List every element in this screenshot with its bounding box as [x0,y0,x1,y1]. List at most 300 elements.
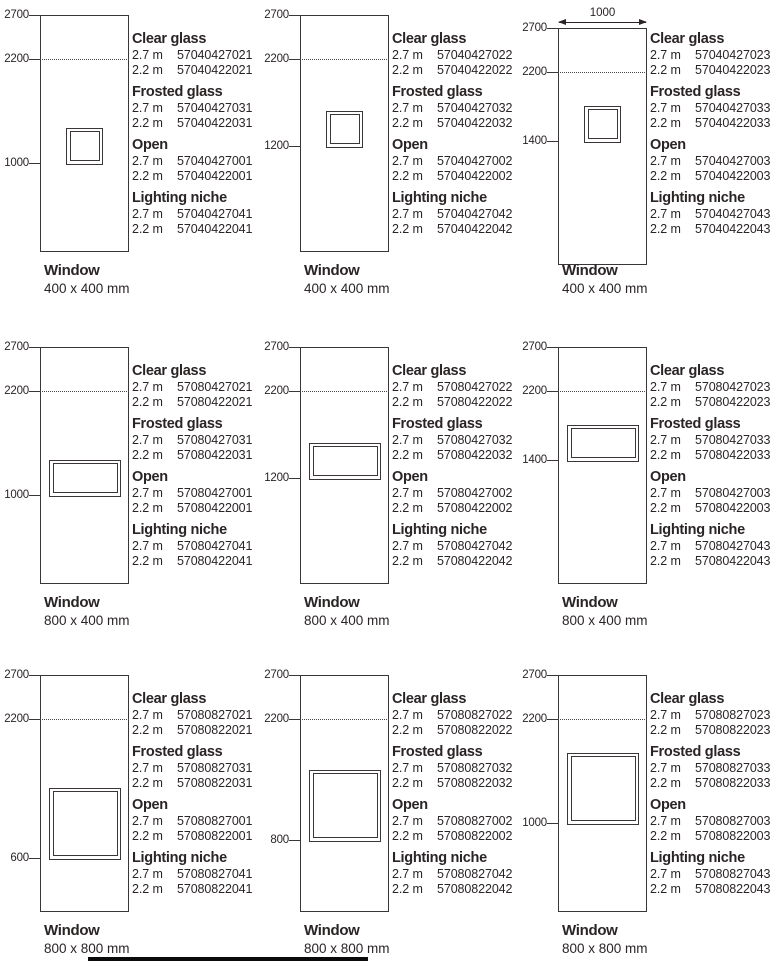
height-label: 2.2 m [392,222,423,236]
caption-size: 800 x 800 mm [304,941,390,956]
height-label: 2.7 m [650,867,681,881]
height-label: 2.7 m [132,814,163,828]
section-label: Clear glass [392,691,467,707]
height-label: 2.7 m [650,433,681,447]
code-row [132,48,258,63]
dim-mid-label: 2200 [522,66,547,78]
caption-size: 400 x 400 mm [304,281,390,296]
code-section [132,522,258,569]
height-label: 2.7 m [132,761,163,775]
window-opening [66,128,103,165]
caption-title: Window [562,594,618,611]
height-label: 2.2 m [650,169,681,183]
height-label: 2.7 m [132,433,163,447]
code-row [392,154,518,169]
code-row [650,776,776,791]
article-code: 57040422032 [437,116,513,130]
height-label: 2.2 m [132,501,163,515]
article-code: 57080827041 [177,867,253,881]
code-row [132,814,258,829]
section-label: Open [392,137,428,153]
article-code: 57040427022 [437,48,513,62]
height-label: 2.7 m [392,207,423,221]
codes-block [132,363,258,569]
window-opening [309,443,381,480]
article-code: 57040427023 [695,48,771,62]
code-row [132,395,258,410]
height-label: 2.7 m [132,380,163,394]
article-code: 57080827001 [177,814,253,828]
article-code: 57080822003 [695,829,771,843]
height-label: 2.2 m [132,829,163,843]
code-row [650,539,776,554]
article-code: 57080427041 [177,539,253,553]
arrowhead-right-icon [639,19,647,25]
dim-tick [547,719,558,720]
code-section [132,469,258,516]
section-label: Clear glass [392,31,467,47]
dim-tick [29,495,40,496]
article-code: 57080822042 [437,882,513,896]
section-label: Lighting niche [650,190,745,206]
code-section [132,416,258,463]
article-code: 57040427041 [177,207,253,221]
code-section [392,84,518,131]
article-code: 57080822043 [695,882,771,896]
dim-tick [29,347,40,348]
article-code: 57040427031 [177,101,253,115]
height-label: 2.7 m [132,101,163,115]
code-row [392,776,518,791]
code-row [392,222,518,237]
section-label: Lighting niche [392,850,487,866]
code-row [650,882,776,897]
height-label: 2.7 m [132,867,163,881]
section-label: Clear glass [132,31,207,47]
code-row [132,63,258,78]
article-code: 57080427022 [437,380,513,394]
dim-tick [547,391,558,392]
code-row [392,501,518,516]
ceiling-dashed-line [300,391,389,392]
height-label: 2.2 m [650,501,681,515]
product-cell [0,0,258,320]
dim-mid [518,712,558,726]
section-label: Frosted glass [132,744,223,760]
article-code: 57080827002 [437,814,513,828]
codes-block [650,31,776,237]
article-code: 57040427033 [695,101,771,115]
ceiling-dashed-line [558,719,647,720]
code-section [392,31,518,78]
dim-top [518,340,558,354]
code-section [650,691,776,738]
dim-window [0,156,40,170]
code-section [650,469,776,516]
dim-mid [260,52,300,66]
section-label: Open [132,137,168,153]
code-row [650,761,776,776]
article-code: 57080822021 [177,723,253,737]
code-row [650,486,776,501]
window-caption [562,594,648,630]
section-label: Lighting niche [650,850,745,866]
dim-tick [29,391,40,392]
height-label: 2.2 m [392,395,423,409]
section-label: Clear glass [132,363,207,379]
height-label: 2.7 m [650,48,681,62]
dim-top-label: 2700 [264,669,289,681]
code-row [650,501,776,516]
article-code: 57040422041 [177,222,253,236]
dim-top-label: 2700 [522,669,547,681]
product-cell [518,0,776,320]
code-section [132,797,258,844]
dim-tick [29,59,40,60]
code-row [650,63,776,78]
dim-mid-label: 2200 [4,713,29,725]
section-label: Lighting niche [132,850,227,866]
code-section [650,363,776,410]
window-inner-frame [571,428,636,458]
height-label: 2.2 m [132,395,163,409]
caption-size: 800 x 400 mm [562,613,648,628]
code-section [392,190,518,237]
article-code: 57080827032 [437,761,513,775]
width-dimension [558,8,647,28]
code-row [650,154,776,169]
dim-mid-label: 2200 [264,713,289,725]
article-code: 57080427033 [695,433,771,447]
code-section [650,31,776,78]
dim-tick [289,719,300,720]
height-label: 2.2 m [650,776,681,790]
dim-top-label: 2700 [522,22,547,34]
dim-tick [289,59,300,60]
codes-block [392,691,518,897]
article-code: 57040422042 [437,222,513,236]
article-code: 57080422033 [695,448,771,462]
height-label: 2.7 m [650,761,681,775]
ceiling-dashed-line [40,719,129,720]
dim-top [0,8,40,22]
article-code: 57040422023 [695,63,771,77]
code-row [392,539,518,554]
section-label: Clear glass [650,691,725,707]
code-row [650,448,776,463]
dim-mid-label: 2200 [4,53,29,65]
code-row [650,380,776,395]
code-row [392,761,518,776]
code-section [392,850,518,897]
dim-mid-label: 2200 [522,385,547,397]
dim-window-label: 1000 [522,817,547,829]
code-section [392,744,518,791]
height-label: 2.2 m [132,723,163,737]
height-label: 2.7 m [392,101,423,115]
dim-tick [29,163,40,164]
code-row [650,48,776,63]
code-section [392,469,518,516]
height-label: 2.2 m [650,554,681,568]
section-label: Open [650,797,686,813]
dim-tick [547,347,558,348]
height-label: 2.2 m [650,448,681,462]
window-inner-frame [53,463,118,493]
code-row [392,395,518,410]
code-section [650,84,776,131]
height-label: 2.7 m [650,814,681,828]
code-row [650,867,776,882]
height-label: 2.7 m [392,154,423,168]
dim-tick [29,15,40,16]
dim-tick [289,478,300,479]
height-label: 2.7 m [392,380,423,394]
code-row [132,867,258,882]
caption-title: Window [304,922,360,939]
codes-block [650,691,776,897]
window-opening [326,111,363,148]
dim-mid [0,52,40,66]
height-label: 2.2 m [392,116,423,130]
dim-window [260,833,300,847]
article-code: 57080822041 [177,882,253,896]
article-code: 57080427002 [437,486,513,500]
article-code: 57040422001 [177,169,253,183]
code-row [132,433,258,448]
caption-title: Window [44,594,100,611]
code-row [392,448,518,463]
height-label: 2.7 m [132,539,163,553]
dim-window [260,139,300,153]
window-inner-frame [571,756,636,821]
caption-size: 400 x 400 mm [44,281,130,296]
height-label: 2.2 m [392,501,423,515]
code-row [132,207,258,222]
codes-block [392,363,518,569]
article-code: 57080827021 [177,708,253,722]
article-code: 57080422031 [177,448,253,462]
product-cell [518,660,776,980]
width-dimension-label: 1000 [589,7,616,19]
code-row [132,169,258,184]
code-row [132,154,258,169]
window-inner-frame [588,109,618,139]
dim-window [518,816,558,830]
dim-mid [260,712,300,726]
dim-top [260,340,300,354]
height-label: 2.7 m [650,380,681,394]
caption-size: 800 x 400 mm [304,613,390,628]
window-caption [562,262,648,298]
height-label: 2.2 m [392,169,423,183]
height-label: 2.7 m [650,207,681,221]
article-code: 57080822023 [695,723,771,737]
dim-window-label: 1000 [4,157,29,169]
window-opening [309,770,381,842]
code-row [392,867,518,882]
article-code: 57080427032 [437,433,513,447]
code-row [392,723,518,738]
article-code: 57080427003 [695,486,771,500]
window-opening [584,106,621,143]
article-code: 57080827031 [177,761,253,775]
window-caption [44,262,130,298]
height-label: 2.2 m [650,395,681,409]
window-inner-frame [330,114,360,144]
ceiling-dashed-line [558,72,647,73]
code-row [650,723,776,738]
height-label: 2.7 m [132,154,163,168]
article-code: 57040422003 [695,169,771,183]
dim-mid-label: 2200 [522,713,547,725]
codes-block [132,691,258,897]
code-section [392,522,518,569]
code-section [392,691,518,738]
dim-tick [29,675,40,676]
height-label: 2.7 m [650,101,681,115]
window-opening [567,753,639,825]
code-row [650,829,776,844]
height-label: 2.2 m [650,222,681,236]
dim-mid [518,65,558,79]
window-inner-frame [70,131,100,161]
dim-mid-label: 2200 [264,53,289,65]
section-label: Lighting niche [392,522,487,538]
caption-title: Window [304,262,360,279]
codes-block [392,31,518,237]
height-label: 2.2 m [650,63,681,77]
section-label: Open [392,797,428,813]
window-opening [49,788,121,860]
dim-mid [260,384,300,398]
dim-mid [0,712,40,726]
height-label: 2.2 m [132,222,163,236]
dim-window [518,453,558,467]
code-row [132,882,258,897]
dim-tick [547,823,558,824]
article-code: 57040422033 [695,116,771,130]
window-caption [304,922,390,958]
product-cell [260,660,518,980]
dim-mid [518,384,558,398]
ceiling-dashed-line [40,391,129,392]
dim-window [518,134,558,148]
height-label: 2.7 m [392,539,423,553]
dim-mid [0,384,40,398]
dim-top-label: 2700 [264,9,289,21]
code-section [132,137,258,184]
dim-top [0,668,40,682]
code-section [132,31,258,78]
code-row [650,101,776,116]
dim-tick [547,141,558,142]
code-row [650,708,776,723]
code-section [132,84,258,131]
width-dimension-line [559,22,646,23]
window-inner-frame [313,446,378,476]
dim-mid-label: 2200 [4,385,29,397]
section-label: Open [132,469,168,485]
code-row [132,116,258,131]
height-label: 2.7 m [132,207,163,221]
article-code: 57040427042 [437,207,513,221]
code-section [392,797,518,844]
dim-tick [29,858,40,859]
dim-window-label: 1000 [4,489,29,501]
article-code: 57080422023 [695,395,771,409]
article-code: 57080827003 [695,814,771,828]
code-section [132,691,258,738]
code-section [650,744,776,791]
height-label: 2.2 m [132,448,163,462]
code-row [650,554,776,569]
window-caption [304,594,390,630]
article-code: 57080422022 [437,395,513,409]
code-row [132,829,258,844]
height-label: 2.2 m [132,554,163,568]
dim-tick [547,72,558,73]
dim-top-label: 2700 [4,9,29,21]
height-label: 2.2 m [132,776,163,790]
code-row [650,116,776,131]
code-row [132,776,258,791]
code-row [392,169,518,184]
article-code: 57080422003 [695,501,771,515]
section-label: Frosted glass [392,416,483,432]
article-code: 57080822001 [177,829,253,843]
section-label: Open [650,469,686,485]
window-opening [49,460,121,497]
article-code: 57080822031 [177,776,253,790]
height-label: 2.2 m [392,554,423,568]
window-inner-frame [53,791,118,856]
dim-top-label: 2700 [4,669,29,681]
code-section [650,850,776,897]
caption-title: Window [44,262,100,279]
height-label: 2.2 m [392,829,423,843]
code-row [132,723,258,738]
height-label: 2.2 m [132,63,163,77]
height-label: 2.7 m [392,48,423,62]
section-label: Frosted glass [650,84,741,100]
code-row [392,207,518,222]
code-row [392,814,518,829]
ceiling-dashed-line [300,719,389,720]
section-label: Lighting niche [392,190,487,206]
article-code: 57040422022 [437,63,513,77]
height-label: 2.7 m [650,539,681,553]
article-code: 57040422002 [437,169,513,183]
dim-window-label: 800 [270,834,289,846]
dim-top [518,668,558,682]
product-cell [260,332,518,652]
article-code: 57080427021 [177,380,253,394]
article-code: 57080822022 [437,723,513,737]
code-row [132,222,258,237]
dim-tick [289,146,300,147]
code-row [392,554,518,569]
caption-title: Window [44,922,100,939]
article-code: 57040427003 [695,154,771,168]
article-code: 57080422042 [437,554,513,568]
code-row [132,761,258,776]
ceiling-dashed-line [40,59,129,60]
window-inner-frame [313,773,378,838]
code-row [392,882,518,897]
section-label: Lighting niche [650,522,745,538]
dim-tick [289,840,300,841]
